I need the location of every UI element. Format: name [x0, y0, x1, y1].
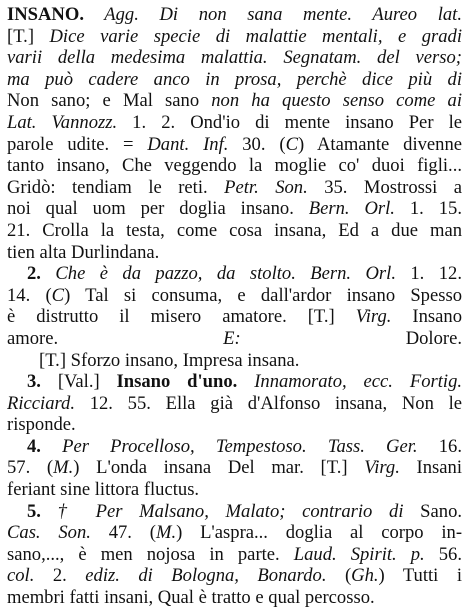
entry-line: [7, 198, 462, 220]
sense5-line: [7, 544, 462, 566]
text-run: ) Atamante divenne: [297, 133, 462, 155]
sense2-line: [7, 328, 462, 350]
text-run: Bern. Orl.: [308, 198, 395, 220]
text-run: † Per Malsano, Malato; contrario di: [57, 500, 404, 522]
text-run: col.: [7, 565, 35, 587]
sense4-line: [7, 436, 462, 458]
text-run: (: [326, 565, 352, 587]
text-run: 1. 15.: [394, 198, 462, 220]
text-run: parole udite. =: [7, 133, 148, 155]
text-run: C: [285, 133, 298, 155]
sense3-line: [7, 414, 462, 436]
text-run: C: [51, 284, 65, 306]
entry-line: [7, 47, 462, 69]
text-run: Dant. Inf.: [147, 133, 229, 155]
text-run: tien alta Durlindana.: [7, 241, 160, 263]
text-run: membri fatti insani, Qual è tratto e qual percosso.: [7, 587, 375, 609]
text-run: Petr. Son.: [224, 176, 308, 198]
text-run: Che è da pazzo, da stolto. Bern. Orl.: [55, 263, 396, 285]
text-run: 30. (: [228, 133, 286, 155]
entry-line: [7, 242, 462, 264]
sense5-line: [7, 565, 462, 587]
text-run: ma può cadere anco in prosa, perchè dice più di: [7, 68, 462, 90]
text-run: non ha questo senso come ai: [199, 90, 462, 112]
text-run: Dice varie specie di malattie mentali, e gradi: [34, 25, 462, 47]
text-run: Ricciard.: [7, 392, 75, 414]
sense-2: [7, 263, 462, 371]
text-run: 1. 2. Ond'io di mente insano Per le: [117, 111, 462, 133]
entry-line: [7, 155, 462, 177]
text-run: Agg. Di non sana mente. Aureo lat.: [83, 4, 462, 25]
text-run: 35. Mostrossi a: [307, 176, 462, 198]
text-run: ) L'onda insana Del mar. [T.]: [73, 457, 365, 479]
text-run: risponde.: [7, 414, 76, 436]
text-run: Virg.: [364, 457, 400, 479]
entry-line: [7, 112, 462, 134]
text-run: Innamorato, ecc. Fortig.: [237, 371, 462, 393]
text-run: è distrutto il misero amatore. [T.]: [7, 306, 356, 328]
text-run: ediz. di Bologna, Bonardo.: [85, 565, 327, 587]
sense3-line: [7, 371, 462, 393]
text-run: 5.: [27, 500, 58, 522]
entry-line: [7, 134, 462, 156]
text-run: 14. (: [7, 284, 52, 306]
sense5-line: [7, 587, 462, 609]
sense2-line: [7, 285, 462, 307]
entry-insano: [7, 4, 462, 263]
sense5-line: [7, 501, 462, 523]
text-run: Laud. Spirit. p.: [293, 543, 425, 565]
sense-4: [7, 436, 462, 501]
sense4-line: [7, 479, 462, 501]
text-run: Per Procelloso, Tempestoso. Tass. Ger.: [62, 435, 418, 457]
sense5-line: [7, 522, 462, 544]
text-run: M.: [155, 522, 177, 544]
text-run: amore.: [7, 327, 224, 349]
text-run: Gridò: tendiam le reti.: [7, 176, 225, 198]
sense-5: [7, 501, 462, 609]
text-run: INSANO.: [7, 4, 84, 25]
text-run: 47. (: [90, 522, 156, 544]
text-run: [T.]: [7, 25, 35, 47]
text-run: ) Tal si consuma, e dall'ardor insano Spesso: [64, 284, 462, 306]
text-run: M.: [53, 457, 74, 479]
entry-line: [7, 177, 462, 199]
text-run: ) L'aspra... doglia al corpo in-: [176, 522, 462, 544]
text-run: 2.: [34, 565, 86, 587]
text-run: feriant sine littora fluctus.: [7, 479, 200, 501]
entry-line: [7, 90, 462, 112]
sense2-line: [7, 263, 462, 285]
text-run: 16.: [417, 435, 462, 457]
text-run: 2.: [27, 263, 56, 285]
entry-line: [7, 220, 462, 242]
text-run: 57. (: [7, 457, 54, 479]
text-run: varii della medesima malattia. Segnatam. del verso;: [7, 47, 462, 69]
text-run: 56.: [424, 543, 462, 565]
text-run: ) Tutti i: [378, 565, 462, 587]
text-run: Non sano; e Mal sano: [7, 90, 200, 112]
sense-3: [7, 371, 462, 436]
entry-line: [7, 26, 462, 48]
entry-line: [7, 4, 462, 26]
sense2-line: [7, 306, 462, 328]
sense3-line: [7, 393, 462, 415]
text-run: 12. 55. Ella già d'Alfonso insana, Non le: [74, 392, 462, 414]
entry-line: [7, 69, 462, 91]
text-run: Sano.: [403, 500, 462, 522]
text-run: [T.] Sforzo insano, Impresa insana.: [39, 349, 300, 371]
text-run: 21. Crolla la testa, come cosa insana, Ed a due man: [7, 219, 462, 241]
text-run: Insani: [399, 457, 462, 479]
text-run: 1. 12.: [395, 263, 462, 285]
text-run: Lat. Vannozz.: [7, 111, 118, 133]
text-run: 3.: [27, 371, 58, 393]
text-run: Dolore.: [240, 327, 462, 349]
text-run: Gh.: [351, 565, 379, 587]
text-run: Insano d'uno.: [116, 371, 238, 393]
text-run: Virg.: [355, 306, 392, 328]
text-run: sano,..., è men nojosa in parte.: [7, 543, 294, 565]
text-run: [Val.]: [57, 371, 117, 393]
text-run: 4.: [27, 435, 63, 457]
sense4-line: [7, 457, 462, 479]
text-run: noi qual uom per doglia insano.: [7, 198, 309, 220]
text-run: Insano: [391, 306, 462, 328]
text-run: tanto insano, Che veggendo la moglie co' duoi figli...: [7, 155, 462, 177]
sense2-line: [7, 350, 462, 372]
text-run: E:: [223, 327, 241, 349]
text-run: Cas. Son.: [7, 522, 91, 544]
